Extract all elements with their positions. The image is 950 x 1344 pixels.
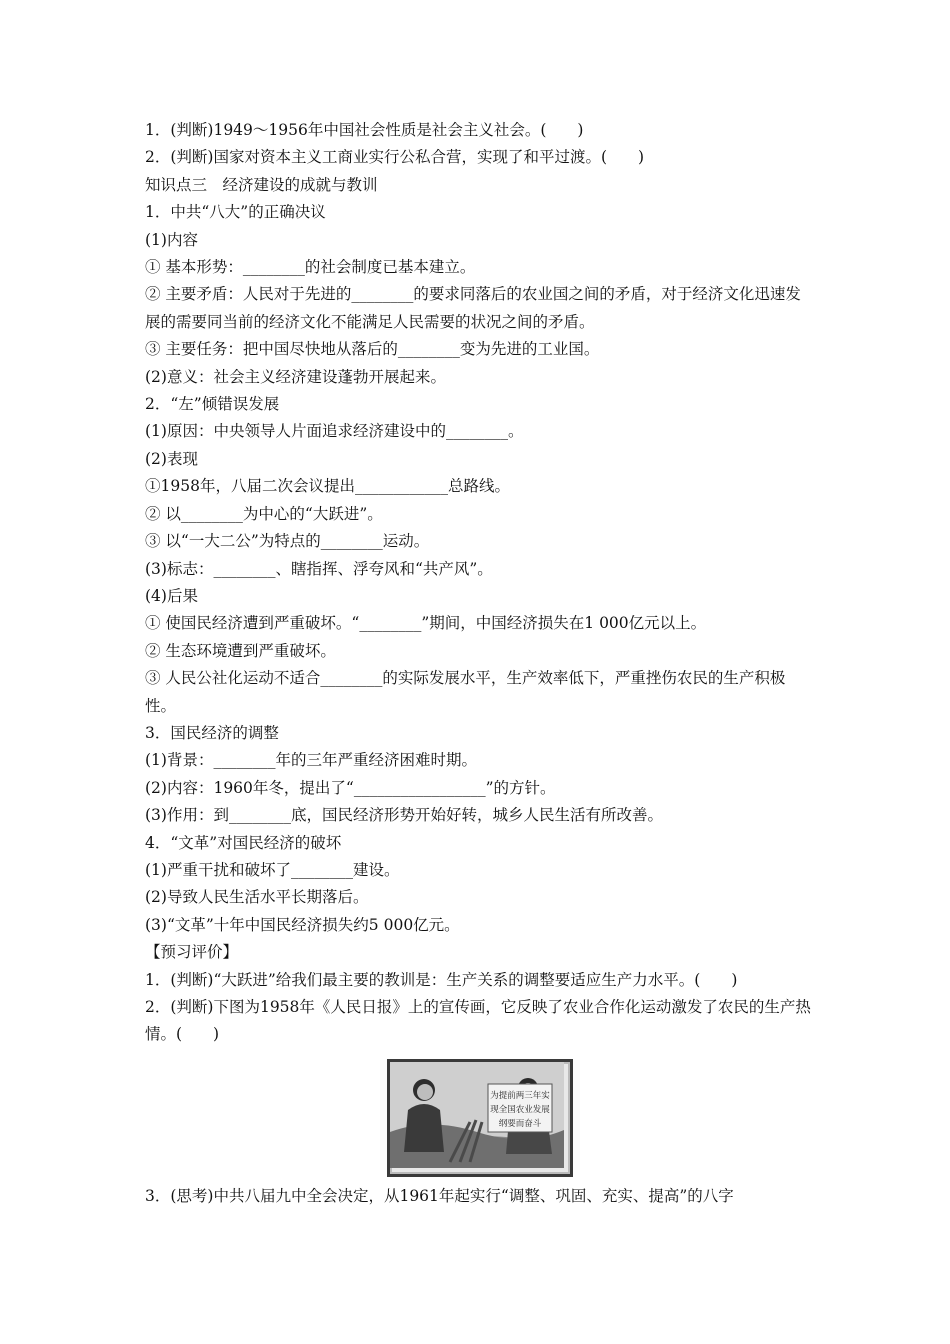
text-line: (2)意义：社会主义经济建设蓬勃开展起来。 (145, 367, 446, 386)
text-line: (1)严重干扰和破坏了________建设。 (145, 860, 400, 879)
text-line: (1)背景：________年的三年严重经济困难时期。 (145, 751, 477, 770)
section-heading: 知识点三 经济建设的成就与教训 (145, 175, 378, 194)
poster-illustration (390, 1062, 564, 1168)
text-line: 4．“文革”对国民经济的破坏 (145, 833, 342, 852)
text-line: ① 使国民经济遭到严重破坏。“________”期间，中国经济损失在1 000亿元以上。 (145, 614, 707, 633)
poster-caption-line: 纲要而奋斗 (498, 1118, 542, 1129)
poster-caption-line: 为提前两三年实 (490, 1090, 550, 1101)
text-line: (2)导致人民生活水平长期落后。 (145, 888, 369, 907)
poster-caption-line: 现全国农业发展 (490, 1104, 550, 1115)
text-line: 2．(判断)下图为1958年《人民日报》上的宣传画，它反映了农业合作化运动激发了农民的生产热情。( ) (145, 998, 811, 1044)
text-line: (3)作用：到________底，国民经济形势开始好转，城乡人民生活有所改善。 (145, 806, 663, 825)
text-line: ② 主要矛盾：人民对于先进的________的要求同落后的农业国之间的矛盾，对于经济文化迅速发展的需要同当前的经济文化不能满足人民需要的状况之间的矛盾。 (145, 285, 801, 331)
text-line: 3．(思考)中共八届九中全会决定，从1961年起实行“调整、巩固、充实、提高”的八字 (145, 1186, 734, 1205)
text-line: ①1958年，八届二次会议提出____________总路线。 (145, 477, 510, 496)
text-line: (3)标志：________、瞎指挥、浮夸风和“共产风”。 (145, 559, 493, 578)
propaganda-poster-image (387, 1059, 573, 1177)
text-line: ② 以________为中心的“大跃进”。 (145, 504, 383, 523)
text-line: (3)“文革”十年中国民经济损失约5 000亿元。 (145, 915, 460, 934)
text-line: 1．中共“八大”的正确决议 (145, 203, 326, 222)
text-line: (4)后果 (145, 586, 198, 605)
text-line: 1．(判断)1949～1956年中国社会性质是社会主义社会。( ) (145, 121, 584, 139)
text-line: 2．“左”倾错误发展 (145, 395, 280, 414)
section-heading: 【预习评价】 (145, 943, 239, 962)
text-line: (1)原因：中央领导人片面追求经济建设中的________。 (145, 422, 524, 441)
document-page (145, 117, 815, 1210)
text-line: ② 生态环境遭到严重破坏。 (145, 641, 336, 660)
text-line: (2)内容：1960年冬，提出了“_________________”的方针。 (145, 778, 556, 797)
text-line: ③ 人民公社化运动不适合________的实际发展水平，生产效率低下，严重挫伤农民的生产积极性。 (145, 669, 786, 715)
text-line: 3．国民经济的调整 (145, 723, 279, 742)
text-line: 1．(判断)“大跃进”给我们最主要的教训是：生产关系的调整要适应生产力水平。( ) (145, 970, 738, 989)
text-line: (1)内容 (145, 230, 198, 249)
text-line: ③ 主要任务：把中国尽快地从落后的________变为先进的工业国。 (145, 340, 600, 359)
text-line: 2．(判断)国家对资本主义工商业实行公私合营，实现了和平过渡。( ) (145, 148, 645, 167)
text-line: ① 基本形势：________的社会制度已基本建立。 (145, 258, 476, 277)
text-line: (2)表现 (145, 449, 198, 468)
text-line: ③ 以“一大二公”为特点的________运动。 (145, 532, 430, 551)
